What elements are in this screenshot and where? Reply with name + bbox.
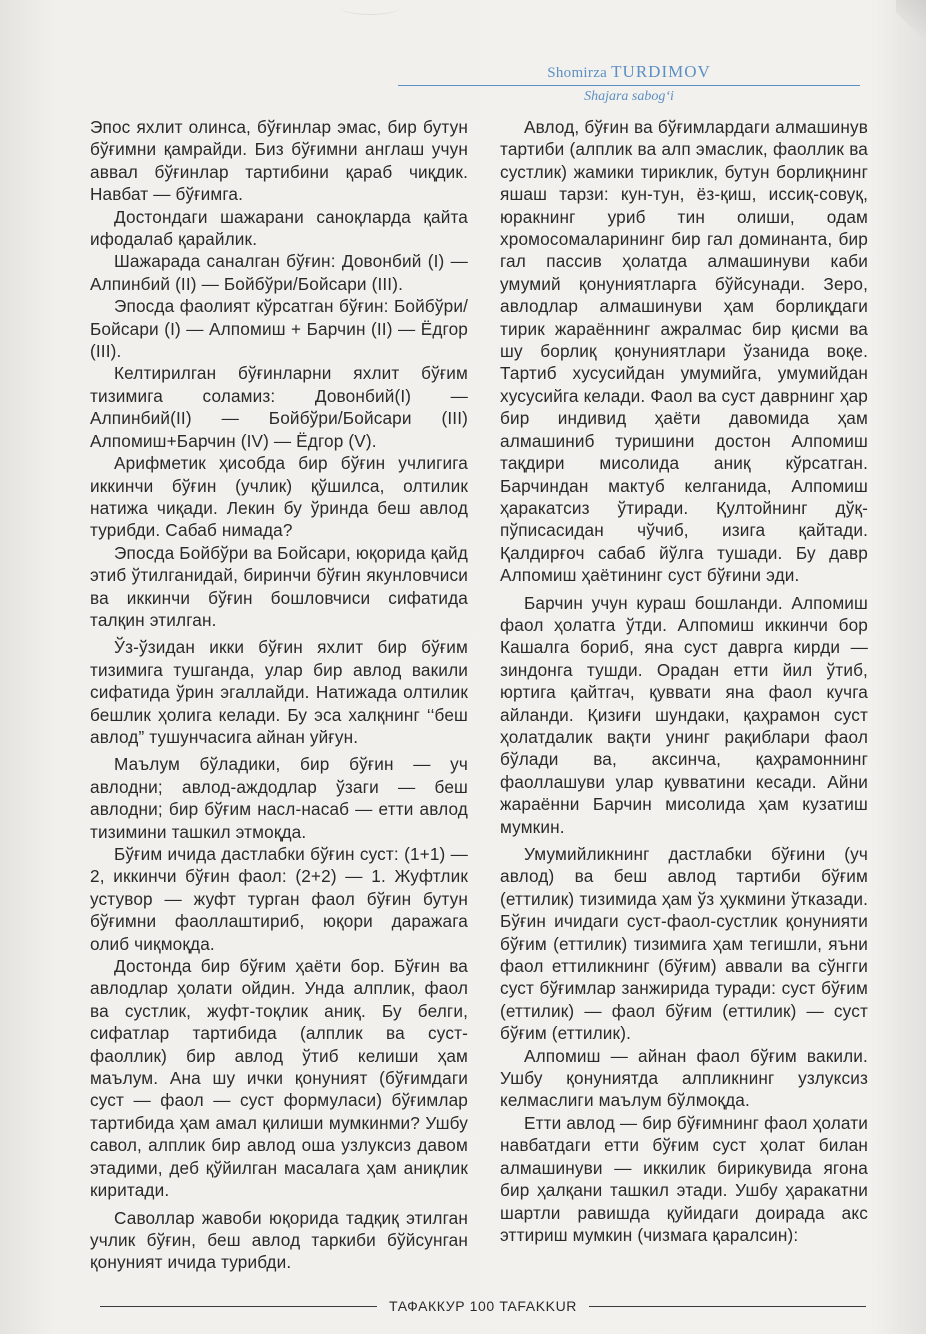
footer-rule-left bbox=[100, 1306, 377, 1307]
paragraph: Достондаги шажарани саноқларда қайта ифодалаб қарайлик. bbox=[90, 206, 468, 250]
paragraph: Маълум бўладики, бир бўғин — уч авлодни; авлод-аждодлар ўзаги — беш авлодни; бир бўғим насл-насаб — етти авлод тизимини ташкил этмоқда. bbox=[90, 754, 468, 842]
paragraph: Алпомиш — айнан фаол бўғим вакили. Ушбу қонуниятда алпликнинг узлуксиз келмаслиги маълум бўлмоқда. bbox=[500, 1045, 868, 1111]
paragraph: Шажарада саналган бўғин: Довонбий (I) — Алпинбий (II) — Бойбўри/Бойсари (III). bbox=[90, 251, 468, 294]
paragraph: Достонда бир бўғим ҳаёти бор. Бўғин ва авлодлар ҳолати ойдин. Унда алплик, фаол ва сустлик, жуфт-тоқлик аниқ. Бу белги, сифатлар тартибида (алплик ва суст-фаоллик) бир авлод ўтиб келиши ҳам маълум. Ана шу ички қонуният (бўғимдаги суст — фаол — суст формуласи) бўғимлар тартибида ҳам амал қилиши мумкинми? Ушбу савол, алплик бир авлод оша узлуксиз давом этадими, деб қўйилган масалага ҳам аниқлик киритади. bbox=[90, 956, 468, 1201]
paragraph: Етти авлод — бир бўғимнинг фаол ҳолати навбатдаги етти бўғим суст ҳолат билан алмашинуви — иккилик бирикувида ягона бир ҳалқани ташкил этади. Ушбу ҳаракатни шартли равишда қуйидаги доирада акс эттириш мумкин (чизмага қаралсин): bbox=[500, 1112, 868, 1245]
paragraph: Келтирилган бўғинларни яхлит бўғим тизимига соламиз: Довонбий(I) — Алпинбий(II) — Бойбўри/Бойсари (III) Алпомиш+Барчин (IV) — Ёдгор (V). bbox=[90, 363, 468, 451]
journal-name-cyrillic: ТАФАККУР bbox=[389, 1298, 466, 1314]
footer-rule-right bbox=[589, 1306, 866, 1307]
page-fold-mark bbox=[340, 0, 400, 15]
paragraph: Барчин учун кураш бошланди. Алпомиш фаол ҳолатга ўтди. Алпомиш иккинчи бор Кашалга бориб, яна суст даврга кирди — зиндонга тушди. Орадан етти йил ўтиб, юртига қайтгач, қуввати яна фаол кучга айланди. Қизиғи шундаки, қаҳрамон суст ҳолатдалик вақти унинг рақиблари фаол бўлади ва, аксинча, қаҳрамоннинг фаоллашуви улар қувватини кесади. Айни жараённи Барчин мисолида ҳам кузатиш мумкин. bbox=[500, 592, 868, 837]
header-rule bbox=[398, 85, 860, 86]
journal-name-latin: TAFAKKUR bbox=[499, 1298, 577, 1314]
author-last-name: TURDIMOV bbox=[611, 62, 711, 81]
left-column bbox=[90, 116, 468, 1274]
paragraph: Ўз-ўзидан икки бўғин яхлит бир бўғим тизимига тушганда, улар бир авлод вакили сифатида ўрин эгаллайди. Натижада олтилик бешлик ҳолига келади. Бу эса халқнинг ‘‘беш авлод” тушунчасига айнан уйғун. bbox=[90, 637, 468, 747]
author-line bbox=[398, 62, 860, 83]
author-first-name: Shomirza bbox=[547, 65, 608, 81]
paragraph: Саволлар жавоби юқорида тадқиқ этилган учлик бўғин, беш авлод таркиби бўйсунган қонуният ичида турибди. bbox=[90, 1207, 468, 1273]
paragraph: Эпосда фаолият кўрсатган бўғин: Бойбўри/Бойсари (I) — Алпомиш + Барчин (II) — Ёдгор (III). bbox=[90, 296, 468, 362]
page-number: 100 bbox=[469, 1298, 495, 1314]
running-header bbox=[398, 62, 860, 105]
paragraph: Эпос яхлит олинса, бўғинлар эмас, бир бутун бўғимни қамрайди. Биз бўғимни англаш учун аввал бўғинлар тартибини қараб чиқдик. Навбат — бўғимга. bbox=[90, 117, 468, 205]
footer-label bbox=[377, 1298, 589, 1314]
article-title: Shajara sabog‘i bbox=[584, 89, 674, 104]
right-column bbox=[500, 116, 868, 1246]
page-corner-shadow bbox=[896, 0, 926, 40]
page-footer bbox=[100, 1294, 866, 1318]
paragraph: Арифметик ҳисобда бир бўғин учлигига иккинчи бўғин (учлик) қўшилса, олтилик натижа чиқади. Лекин бу ўринда беш авлод турибди. Сабаб нимада? bbox=[90, 453, 468, 541]
paragraph: Эпосда Бойбўри ва Бойсари, юқорида қайд этиб ўтилганидай, биринчи бўғин якунловчиси ва иккинчи бўғин бошловчиси сифатида талқин этилган. bbox=[90, 542, 468, 630]
paragraph: Бўғим ичида дастлабки бўғин суст: (1+1) — 2, иккинчи бўғин фаол: (2+2) — 1. Жуфтлик устувор — жуфт турган фаол бўғин бутун бўғимни фаоллаштириб, юқори даражага олиб чиқмоқда. bbox=[90, 844, 468, 954]
paragraph: Умумийликнинг дастлабки бўғини (уч авлод) ва беш авлод тартиби бўғим (еттилик) тизимида ҳам ўз ҳукмини ўтказади. Бўғин ичидаги суст-фаол-сустлик қонунияти бўғим (еттилик) тизимига ҳам тегишли, яъни фаол еттиликнинг (бўғим) аввали ва сўнгги суст бўғимлар занжирида туради: суст бўғим (еттилик) — фаол бўғим (еттилик) — суст бўғим (еттилик). bbox=[500, 844, 868, 1044]
paragraph: Авлод, бўғин ва бўғимлардаги алмашинув тартиби (алплик ва алп эмаслик, фаоллик ва сустлик) жамики тириклик, бутун борлиқнинг яшаш тарзи: кун-тун, ёз-қиш, иссиқ-совуқ, юракнинг уриб тин олиши, одам хромосомаларининг бир гал доминанта, бир гал пассив ҳолатда алмашинуви каби умумий қонуниятларга бўйсунади. Зеро, авлодлар алмашинуви ҳам борлиқдаги тирик жараённинг ажралмас бир қисми ва шу борлиқ қонуниятлари ўзанида воқе. Тартиб хусусийдан умумийга, умумийдан хусусийга келади. Фаол ва суст даврнинг ҳар бир индивид ҳаёти давомида ҳам алмашиниб туришини достон Алпомиш тақдири мисолида аниқ кўрсатган. Барчиндан мактуб келганида, Алпомиш ҳаракатсиз ўтиради. Қултойнинг дўқ-пўписасидан чўчиб, изига қайтади. Қалдирғоч сабаб йўлга тушади. Бу давр Алпомиш ҳаётининг суст бўғини эди. bbox=[500, 117, 868, 586]
